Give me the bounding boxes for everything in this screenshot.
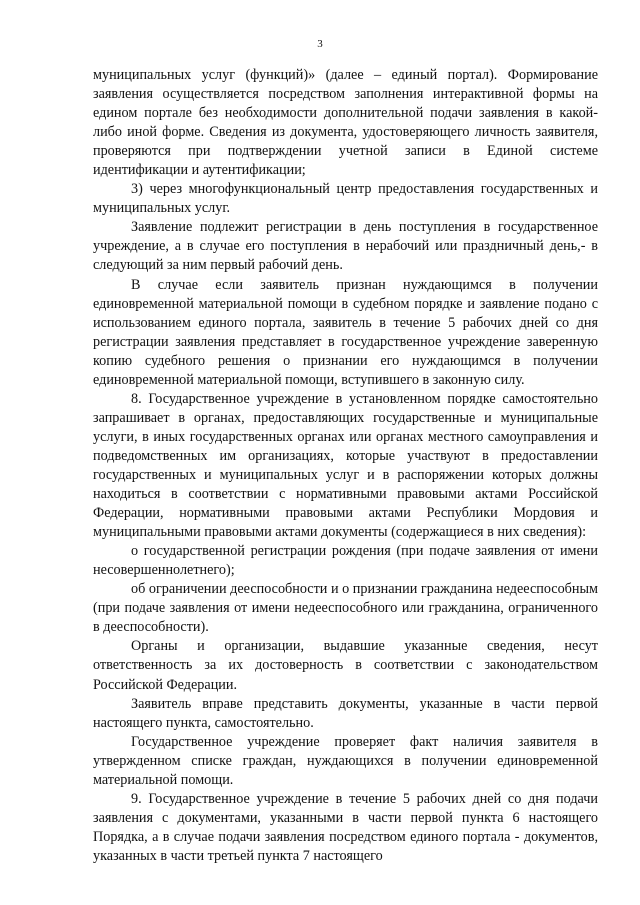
paragraph-item-9: 9. Государственное учреждение в течение 5 рабочих дней со дня подачи заявления с документами, указанными в части первой пункта 6 настоящего Порядка, а в случае подачи заявления посредством единого портала - документов, указанных в части третьей пункта 7 настоящего <box>93 790 598 864</box>
paragraph-applicant-right: Заявитель вправе представить документы, указанные в части первой настоящего пункта, самостоятельно. <box>93 695 598 731</box>
paragraph-registration: Заявление подлежит регистрации в день поступления в государственное учреждение, а в случае его поступления в нерабочий или праздничный день,- в следующий за ним первый рабочий день. <box>93 219 598 274</box>
paragraph-item-3-mfc: 3) через многофункциональный центр предоставления государственных и муниципальных услуг. <box>93 181 598 217</box>
paragraph-portal-continuation: муниципальных услуг (функций)» (далее – единый портал). Формирование заявления осуществляется посредством заполнения интерактивной формы на едином портале без необходимости дополнительной подачи заявления в какой-либо иной форме. Сведения из документа, удостоверяющего личность заявителя, проверяются при подтверждении учетной записи в Единой системе идентификации и аутентификации; <box>93 67 598 179</box>
paragraph-court-decision: В случае если заявитель признан нуждающимся в получении единовременной материальной помощи в судебном порядке и заявление подано с использованием единого портала, заявитель в течение 5 рабочих дней со дня регистрации заявления представляет в государственное учреждение заверенную копию судебного решения о признании его нуждающимся в получении единовременной материальной помощи, вступившего в законную силу. <box>93 276 598 388</box>
paragraph-incapacity: об ограничении дееспособности и о признании гражданина недееспособным (при подаче заявления от имени недееспособного или гражданина, ограниченного в дееспособности). <box>93 581 598 636</box>
paragraph-list-check: Государственное учреждение проверяет факт наличия заявителя в утвержденном списке граждан, нуждающихся в получении единовременной материальной помощи. <box>93 733 598 788</box>
paragraph-responsibility: Органы и организации, выдавшие указанные сведения, несут ответственность за их достоверность в соответствии с законодательством Российской Федерации. <box>93 638 598 693</box>
page-number: 3 <box>317 38 323 50</box>
document-body <box>93 66 598 866</box>
paragraph-item-8: 8. Государственное учреждение в установленном порядке самостоятельно запрашивает в органах, предоставляющих государственные и муниципальные услуги, в иных государственных органах или органах местного самоуправления и подведомственных им организациях, которые участвуют в предоставлении государственных и муниципальных услуг и в распоряжении которых должны находиться в соответствии с нормативными правовыми актами Российской Федерации, нормативными правовыми актами Республики Мордовия и муниципальными правовыми актами документы (содержащиеся в них сведения): <box>93 390 598 541</box>
paragraph-birth-registration: о государственной регистрации рождения (при подаче заявления от имени несовершеннолетнего); <box>93 543 598 579</box>
